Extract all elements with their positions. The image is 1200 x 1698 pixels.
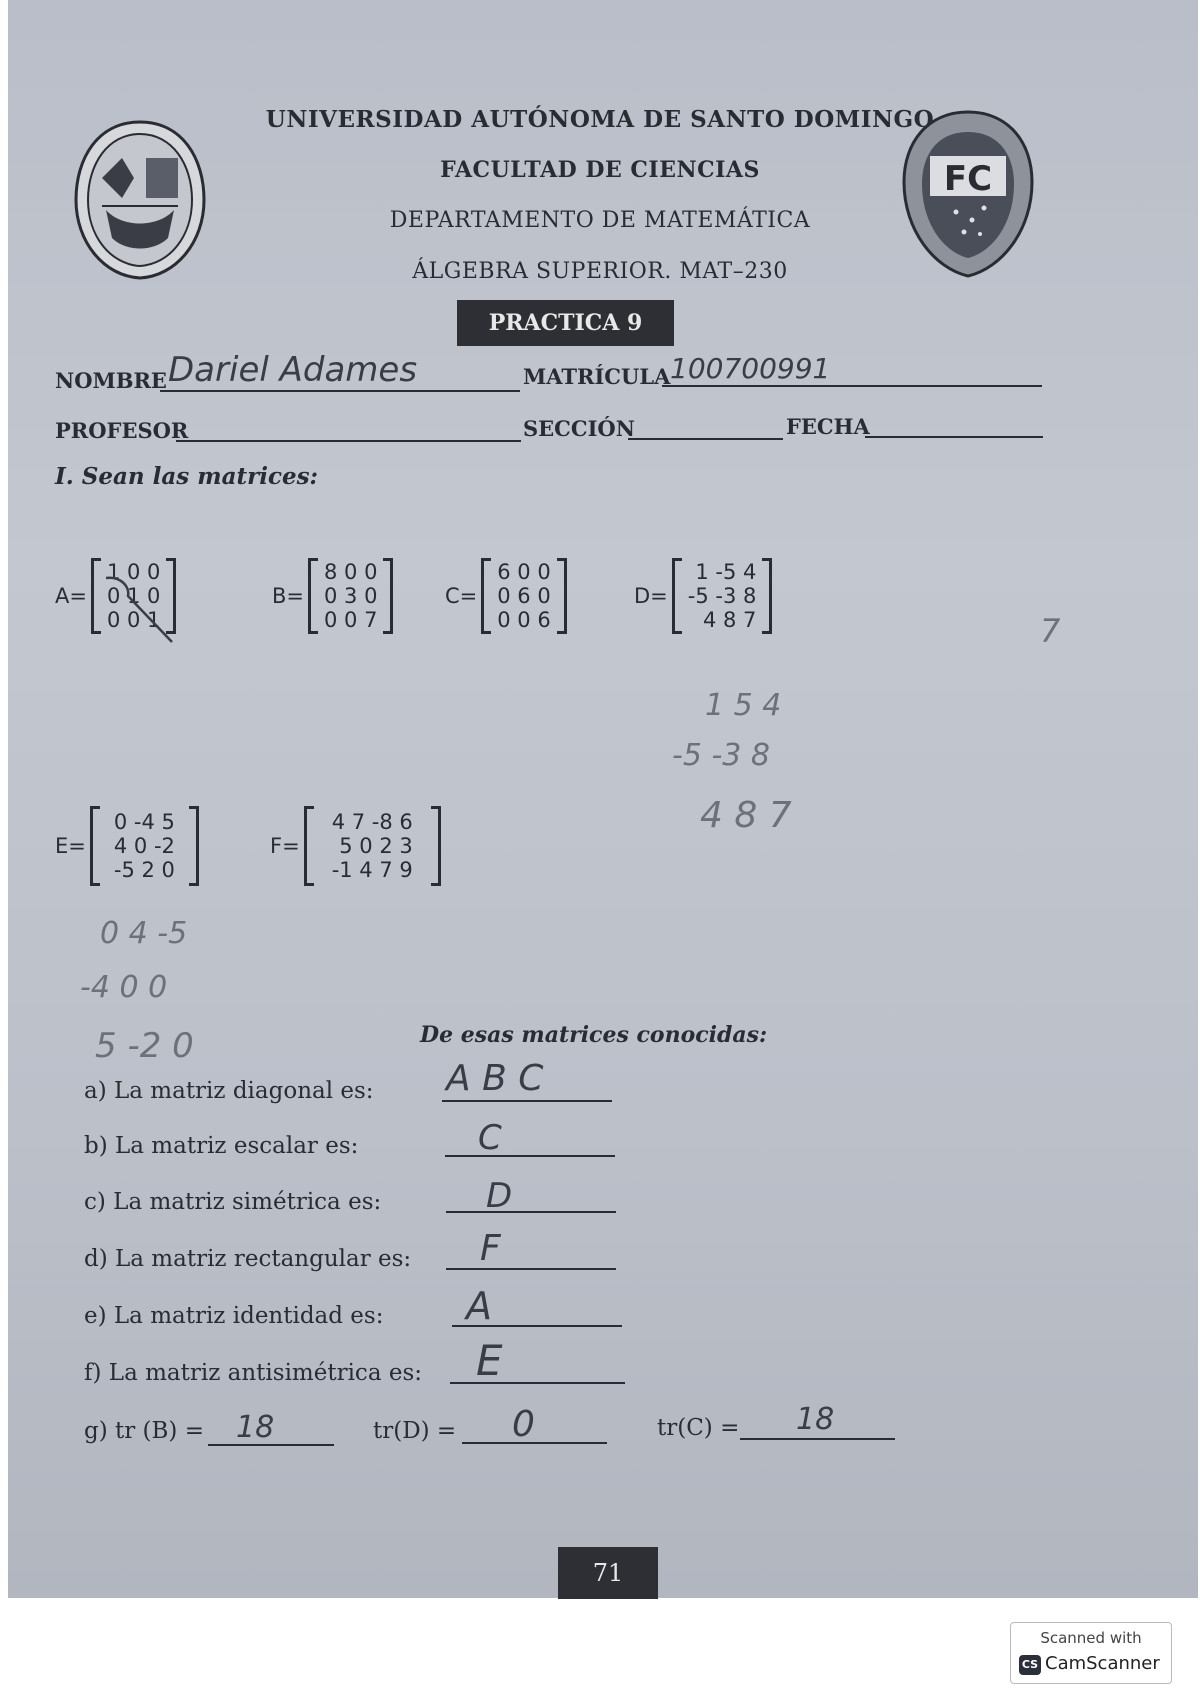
answer-b-handwritten: C xyxy=(478,1118,502,1158)
bracket-right xyxy=(189,806,199,886)
watermark-line2: CamScanner xyxy=(1045,1653,1160,1674)
question-e-label: e) La matriz identidad es: xyxy=(84,1303,384,1329)
answer-a-handwritten: A B C xyxy=(446,1058,544,1099)
practice-badge: PRACTICA 9 xyxy=(457,300,674,346)
question-f-label: f) La matriz antisimétrica es: xyxy=(84,1360,423,1386)
watermark-line1: Scanned with xyxy=(1040,1629,1142,1647)
matrix-f-row: 5 0 2 3 xyxy=(339,834,413,858)
matrix-c-label: C= xyxy=(445,584,478,608)
diagonal-pen-stroke xyxy=(100,572,180,648)
fc-logo-initials: FC xyxy=(943,159,993,199)
course-title: ÁLGEBRA SUPERIOR. MAT–230 xyxy=(412,259,788,284)
profesor-line xyxy=(176,440,521,442)
answer-e-handwritten: A xyxy=(466,1284,492,1328)
handwritten-d-row: 4 8 7 xyxy=(700,795,792,836)
answer-d-line xyxy=(446,1268,616,1270)
page-number: 71 xyxy=(558,1547,658,1599)
answer-c-line xyxy=(446,1211,616,1213)
matrix-c-row: 0 6 0 xyxy=(497,584,551,608)
section-title: I. Sean las matrices: xyxy=(55,463,319,490)
matrix-b xyxy=(272,558,393,634)
matrix-d-row: -5 -3 8 xyxy=(687,584,757,608)
trace-c-label: tr(C) = xyxy=(657,1415,740,1441)
question-d-label: d) La matriz rectangular es: xyxy=(84,1246,412,1272)
trace-c-handwritten: 18 xyxy=(796,1402,835,1437)
matrix-d-row: 1 -5 4 xyxy=(695,560,757,584)
matricula-label: MATRÍCULA xyxy=(523,364,671,389)
matrix-b-row: 8 0 0 xyxy=(324,560,378,584)
matrix-b-row: 0 3 0 xyxy=(324,584,378,608)
fecha-label: FECHA xyxy=(786,414,870,439)
trace-d-label: tr(D) = xyxy=(373,1418,457,1444)
matrix-f-row: 4 7 -8 6 xyxy=(331,810,413,834)
matrix-f xyxy=(270,806,441,886)
matrix-d xyxy=(634,558,772,634)
bracket-left xyxy=(308,558,318,634)
matrix-f-label: F= xyxy=(270,834,300,858)
faculty-of-sciences-logo xyxy=(900,108,1036,282)
seccion-label: SECCIÓN xyxy=(523,416,635,441)
bracket-right xyxy=(557,558,567,634)
matrix-a-row: 0 0 1 xyxy=(106,608,161,632)
seccion-line xyxy=(628,438,783,440)
question-a-label: a) La matriz diagonal es: xyxy=(84,1078,374,1104)
camscanner-icon: CS xyxy=(1019,1655,1041,1675)
bracket-left xyxy=(672,558,682,634)
matrix-a-row: 0 1 0 xyxy=(106,584,161,608)
trace-d-handwritten: 0 xyxy=(512,1404,535,1445)
matrix-e-label: E= xyxy=(55,834,86,858)
handwritten-e-row: 5 -2 0 xyxy=(95,1026,194,1066)
matrix-c-row: 6 0 0 xyxy=(497,560,551,584)
matrix-f-row: -1 4 7 9 xyxy=(331,858,413,882)
handwritten-e-row: -4 0 0 xyxy=(80,970,168,1005)
matrix-d-label: D= xyxy=(634,584,668,608)
matricula-handwritten: 100700991 xyxy=(670,352,831,385)
answer-a-line xyxy=(442,1100,612,1102)
bracket-left xyxy=(481,558,491,634)
department-title: DEPARTAMENTO DE MATEMÁTICA xyxy=(389,208,811,233)
bracket-left xyxy=(304,806,314,886)
matrix-e xyxy=(55,806,199,886)
bracket-right xyxy=(762,558,772,634)
answer-f-handwritten: E xyxy=(476,1336,503,1385)
fecha-line xyxy=(865,436,1043,438)
handwritten-d-row: 1 5 4 xyxy=(705,688,782,723)
profesor-label: PROFESOR xyxy=(55,418,189,443)
answer-b-line xyxy=(445,1155,615,1157)
matrix-e-row: 0 -4 5 xyxy=(113,810,175,834)
answer-d-handwritten: F xyxy=(480,1228,501,1269)
bracket-right xyxy=(431,806,441,886)
nombre-line xyxy=(160,390,520,392)
matrix-b-row: 0 0 7 xyxy=(324,608,378,632)
trace-c-line xyxy=(740,1438,895,1440)
question-b-label: b) La matriz escalar es: xyxy=(84,1133,359,1159)
answer-c-handwritten: D xyxy=(486,1176,513,1216)
matrix-c-row: 0 0 6 xyxy=(497,608,551,632)
matrix-d-row: 4 8 7 xyxy=(702,608,757,632)
camscanner-watermark xyxy=(1010,1622,1172,1684)
matrix-b-label: B= xyxy=(272,584,305,608)
uasd-seal-logo xyxy=(72,118,208,282)
trace-b-handwritten: 18 xyxy=(236,1410,275,1445)
handwritten-d-row: -5 -3 8 xyxy=(672,738,770,773)
handwritten-e-row: 0 4 -5 xyxy=(100,916,188,951)
faculty-title: FACULTAD DE CIENCIAS xyxy=(440,157,760,183)
matrix-e-row: 4 0 -2 xyxy=(113,834,175,858)
questions-subtitle: De esas matrices conocidas: xyxy=(420,1022,768,1048)
matrix-a-row: 1 0 0 xyxy=(106,560,161,584)
matrix-e-row: -5 2 0 xyxy=(113,858,175,882)
nombre-handwritten: Dariel Adames xyxy=(168,350,418,390)
question-c-label: c) La matriz simétrica es: xyxy=(84,1189,382,1215)
nombre-label: NOMBRE xyxy=(55,368,167,393)
trace-b-label: g) tr (B) = xyxy=(84,1418,204,1444)
bracket-right xyxy=(383,558,393,634)
matricula-line xyxy=(662,385,1042,387)
bracket-left xyxy=(90,806,100,886)
matrix-a-label: A= xyxy=(55,584,87,608)
university-title: UNIVERSIDAD AUTÓNOMA DE SANTO DOMINGO xyxy=(265,106,935,133)
margin-handwritten-mark: 7 xyxy=(1040,612,1061,650)
matrix-c xyxy=(445,558,567,634)
